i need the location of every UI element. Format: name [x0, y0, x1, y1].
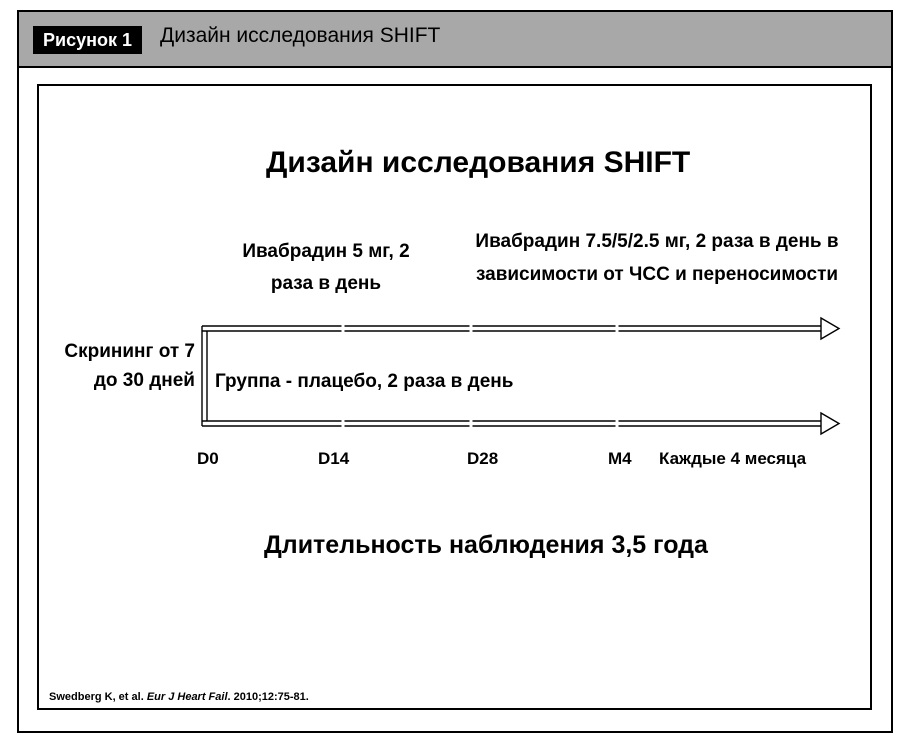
ivabradine-arrow-head — [821, 318, 839, 339]
timepoint-every-4-months: Каждые 4 месяца — [659, 449, 807, 468]
figure-header — [19, 12, 891, 68]
timepoint-m4: M4 — [608, 449, 632, 468]
timepoint-d28: D28 — [467, 449, 499, 468]
follow-up-duration: Длительность наблюдения 3,5 года — [264, 531, 708, 559]
timepoint-d14: D14 — [318, 449, 350, 468]
ivabradine-titration-label: Ивабрадин 7.5/5/2.5 мг, 2 раза в день в зависимости от ЧСС и переносимости — [475, 231, 839, 285]
figure-frame — [17, 10, 893, 733]
reference — [49, 691, 309, 703]
reference-citation: . 2010;12:75-81. — [227, 691, 309, 703]
figure-title: Дизайн исследования SHIFT — [160, 24, 441, 47]
placebo-arm-label: Группа - плацебо, 2 раза в день — [215, 371, 514, 392]
figure-label: Рисунок 1 — [33, 26, 142, 54]
ivabradine-start-dose-label: Ивабрадин 5 мг, 2 раза в день — [242, 241, 410, 294]
placebo-arrow-head — [821, 413, 839, 434]
screening-label: Скрининг от 7 до 30 дней — [64, 341, 195, 391]
reference-authors: Swedberg K, et al. — [49, 691, 144, 703]
study-design-slide — [37, 84, 872, 710]
slide-title: Дизайн исследования SHIFT — [266, 146, 691, 179]
timepoint-d0: D0 — [197, 449, 219, 468]
reference-journal: Eur J Heart Fail — [146, 691, 228, 703]
